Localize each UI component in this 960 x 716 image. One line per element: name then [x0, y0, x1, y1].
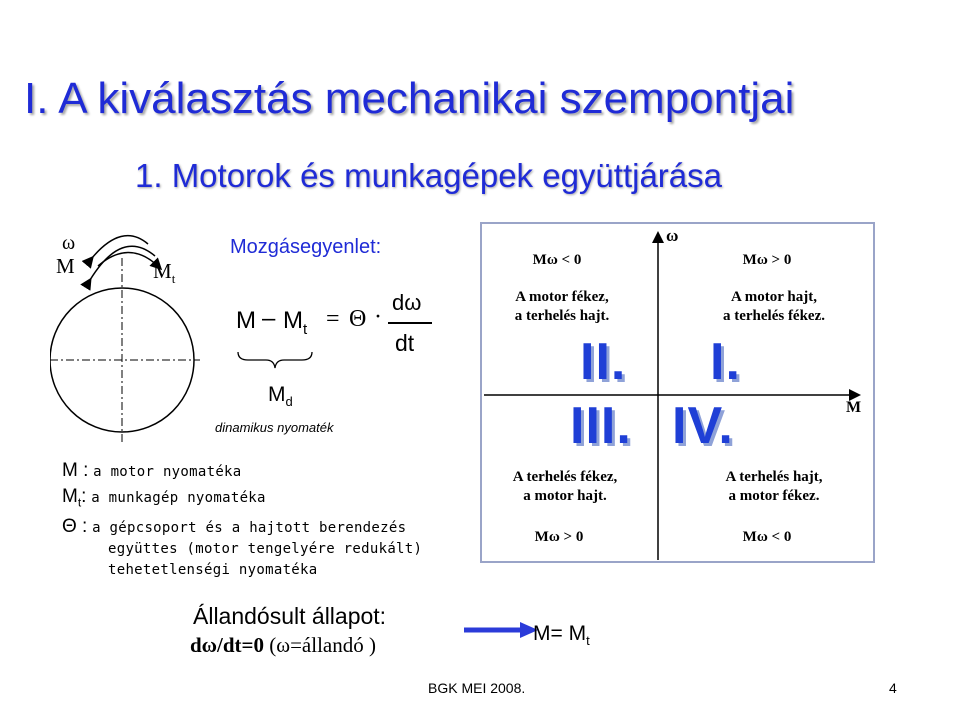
- underbrace: [236, 350, 314, 370]
- def-label-theta: Θ :: [62, 516, 88, 538]
- motor-torque-label: M: [56, 254, 75, 278]
- q4-condition: Mω < 0: [742, 529, 792, 545]
- quadrant-III-label: III.: [570, 397, 632, 455]
- slide-title: I. A kiválasztás mechanikai szempontjai: [24, 74, 795, 123]
- quadrant-II-label: II.: [580, 333, 627, 391]
- page-number: 4: [889, 680, 897, 696]
- load-torque-sub: t: [171, 271, 176, 287]
- def-label-M: M :: [62, 460, 89, 481]
- eq-M: M: [236, 307, 256, 334]
- eq-Md-main: M: [268, 383, 286, 406]
- eq-minus: –: [262, 305, 276, 332]
- steady-state-formula: [190, 633, 376, 658]
- def-label-Mt: M: [62, 486, 78, 507]
- eq-denominator: dt: [395, 330, 415, 356]
- M-axis-label: M: [846, 399, 862, 416]
- result-sub: t: [586, 633, 590, 649]
- steady-formula-paren: (ω=állandó ): [269, 633, 376, 657]
- omega-label: ω: [62, 232, 76, 254]
- def-text-theta-cont-1: együttes (motor tengelyére redukált): [108, 541, 423, 558]
- md-caption: dinamikus nyomaték: [215, 420, 334, 435]
- q2-line1: A motor fékez,: [515, 289, 609, 305]
- def-text-theta-cont-2: tehetetlenségi nyomatéka: [108, 562, 318, 579]
- eq-dot: ·: [374, 304, 382, 330]
- q1-line1: A motor hajt,: [731, 289, 817, 305]
- definition-row-Mt: [62, 486, 422, 513]
- load-torque-label: [153, 259, 175, 287]
- eq-theta: Θ: [349, 306, 367, 332]
- q2-line2: a terhelés hajt.: [514, 308, 610, 324]
- omega-axis-label: ω: [666, 226, 679, 245]
- q4-line1: A terhelés hajt,: [725, 469, 823, 485]
- q4-line2: a motor fékez.: [728, 488, 820, 504]
- def-label-Mt-colon: :: [81, 486, 87, 507]
- def-label-Mt-sub: t: [77, 495, 82, 510]
- definition-row-M: [62, 460, 422, 483]
- steady-state-result: [533, 622, 590, 648]
- eq-Mt-main: M: [283, 307, 303, 334]
- footer-text: BGK MEI 2008.: [428, 680, 526, 696]
- result-main: M= M: [533, 622, 587, 645]
- q1-text: [694, 288, 854, 326]
- slide-subtitle: 1. Motorok és munkagépek együttjárása: [135, 157, 722, 194]
- q4-text: [694, 468, 854, 506]
- quadrant-I-label: I.: [710, 333, 741, 391]
- q1-line2: a terhelés fékez.: [722, 308, 826, 324]
- load-torque-arrow: [98, 252, 160, 268]
- quadrant-diagram: [480, 222, 875, 563]
- q3-condition: Mω > 0: [534, 529, 584, 545]
- def-text-theta: a gépcsoport és a hajtott berendezés: [92, 520, 407, 537]
- equation-heading: Mozgásegyenlet:: [230, 236, 382, 258]
- def-text-M: a motor nyomatéka: [93, 464, 242, 480]
- quadrant-IV-label: IV.: [672, 397, 734, 455]
- definition-list: [62, 460, 422, 581]
- eq-Md: [268, 383, 293, 409]
- q3-line1: A terhelés fékez,: [512, 469, 618, 485]
- fraction-bar: [388, 322, 432, 324]
- q2-condition: Mω < 0: [532, 252, 582, 268]
- definition-row-theta: [62, 516, 422, 539]
- eq-Mt-sub: t: [303, 320, 308, 338]
- q2-text: [492, 288, 632, 326]
- steady-formula-main: dω/dt=0: [190, 633, 265, 657]
- load-torque-main: M: [153, 259, 172, 283]
- steady-state-heading: Állandósult állapot:: [193, 603, 387, 629]
- q1-condition: Mω > 0: [742, 252, 792, 268]
- eq-Mt: [283, 307, 307, 338]
- shaft-diagram: [50, 228, 230, 448]
- eq-Md-sub: d: [285, 394, 293, 410]
- eq-numerator: dω: [392, 290, 422, 315]
- q3-line2: a motor hajt.: [523, 488, 607, 504]
- def-text-Mt: a munkagép nyomatéka: [91, 490, 266, 506]
- result-arrow: [462, 620, 540, 640]
- quadrant-axes: [482, 224, 873, 561]
- q3-text: [490, 468, 640, 506]
- eq-equals: =: [326, 306, 340, 332]
